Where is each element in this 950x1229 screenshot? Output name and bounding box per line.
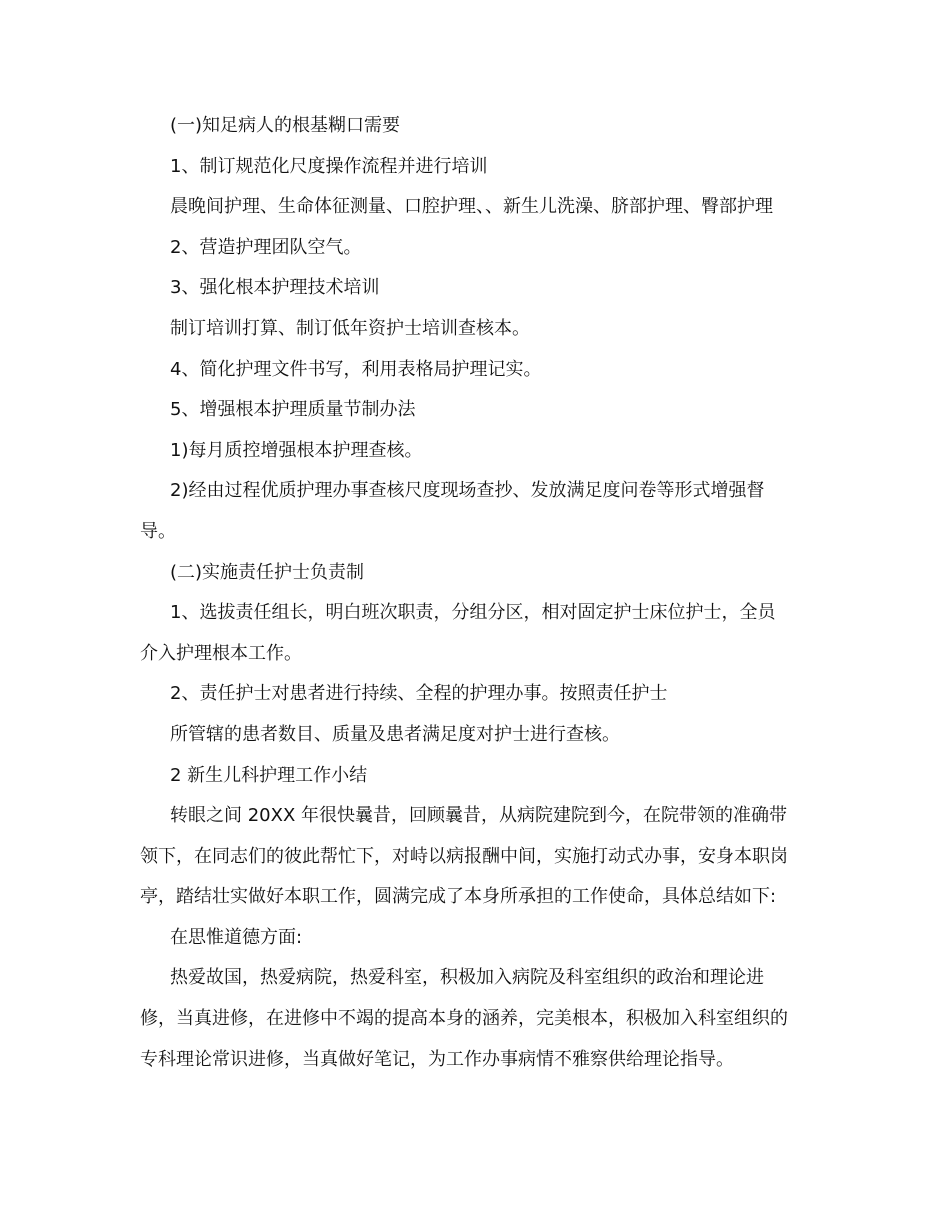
section-heading-3: 2 新生儿科护理工作小结 [170, 764, 368, 786]
paragraph-line: 转眼之间 20XX 年很快曩昔，回顾曩昔，从病院建院到今，在院带领的准确带 [170, 805, 788, 827]
list-item: 4、简化护理文件书写，利用表格局护理记实。 [170, 358, 542, 380]
paragraph-line: 晨晚间护理、生命体征测量、口腔护理、、新生儿洗澡、脐部护理、臀部护理 [170, 196, 773, 218]
paragraph-line: 所管辖的患者数目、质量及患者满足度对护士进行查核。 [170, 723, 620, 745]
paragraph-line: 亭，踏结壮实做好本职工作，圆满完成了本身所承担的工作使命，具体总结如下: [140, 886, 777, 908]
list-item: 3、强化根本护理技术培训 [170, 277, 380, 299]
list-item: 1、选拔责任组长，明白班次职责，分组分区，相对固定护士床位护士，全员 [170, 602, 776, 624]
section-heading-1: (一)知足病人的根基糊口需要 [170, 115, 401, 136]
list-item: 2、营造护理团队空气。 [170, 236, 362, 258]
sub-list-item: 1)每月质控增强根本护理查核。 [170, 439, 423, 461]
paragraph-line: 导。 [140, 520, 176, 542]
section-heading-2: (二)实施责任护士负责制 [170, 561, 365, 583]
list-item: 5、增强根本护理质量节制办法 [170, 399, 416, 421]
paragraph-line: 专科理论常识进修，当真做好笔记，为工作办事病情不雅察供给理论指导。 [140, 1048, 734, 1070]
subheading: 在思惟道德方面: [170, 926, 303, 948]
paragraph-line: 介入护理根本工作。 [140, 642, 302, 664]
document-page [140, 112, 820, 1086]
paragraph-line: 热爱故国，热爱病院，热爱科室，积极加入病院及科室组织的政治和理论进 [170, 967, 764, 989]
paragraph-line: 制订培训打算、制订低年资护士培训查核本。 [170, 317, 530, 339]
paragraph-line: 修，当真进修，在进修中不竭的提高本身的涵养，完美根本，积极加入科室组织的 [140, 1008, 788, 1030]
sub-list-item: 2)经由过程优质护理办事查核尺度现场查抄、发放满足度问卷等形式增强督 [170, 480, 765, 502]
list-item: 2、责任护士对患者进行持续、全程的护理办事。按照责任护士 [170, 683, 668, 705]
paragraph-line: 领下，在同志们的彼此帮忙下，对峙以病报酬中间，实施打动式办事，安身本职岗 [140, 845, 788, 867]
list-item: 1、制订规范化尺度操作流程并进行培训 [170, 155, 488, 177]
